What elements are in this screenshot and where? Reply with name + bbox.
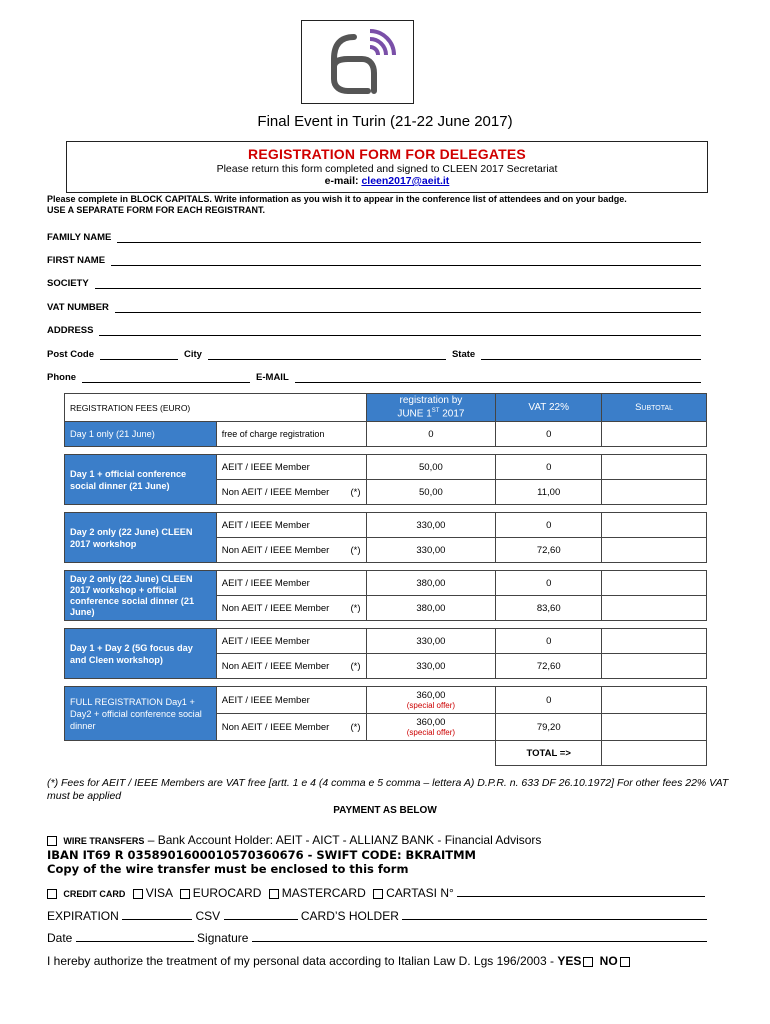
fee-value: 330,00 — [366, 513, 496, 538]
fee-value: 330,00 — [366, 538, 496, 563]
phone-row — [47, 369, 701, 383]
special-offer-label: (special offer) — [406, 701, 456, 710]
logo-6g-icon — [302, 21, 413, 103]
vat-value: 83,60 — [496, 596, 602, 621]
col-subtotal-header: Subtotal — [602, 394, 707, 422]
asterisk-note: (*) — [350, 544, 361, 556]
no-label: NO — [599, 954, 618, 968]
total-label: TOTAL => — [496, 741, 602, 766]
card-number-field[interactable] — [457, 886, 705, 897]
vat-value: 79,20 — [496, 714, 602, 741]
fee-value-offer — [366, 714, 496, 741]
subtotal-cell[interactable] — [602, 513, 707, 538]
non-member-label — [216, 714, 366, 741]
card-holder-field[interactable] — [402, 909, 707, 920]
vat-value: 0 — [496, 687, 602, 714]
subtotal-cell[interactable] — [602, 455, 707, 480]
csv-field[interactable] — [224, 909, 298, 920]
iban-line: IBAN IT69 R 0358901600010570360676 - SWIFT CODE: BKRAITMM — [47, 848, 476, 862]
total-cell[interactable] — [602, 741, 707, 766]
package-day2-label: Day 2 only (22 June) CLEEN 2017 workshop — [65, 513, 217, 563]
address-label: ADDRESS — [47, 325, 94, 336]
event-title: Final Event in Turin (21-22 June 2017) — [257, 113, 513, 130]
fee-row-day1 — [65, 422, 707, 447]
member-label: AEIT / IEEE Member — [216, 455, 366, 480]
subtotal-cell[interactable] — [602, 480, 707, 505]
non-member-label — [216, 538, 366, 563]
credit-card-line — [47, 886, 727, 900]
state-field[interactable] — [481, 349, 701, 360]
family-name-row — [47, 229, 701, 243]
society-row — [47, 275, 701, 289]
yes-checkbox[interactable] — [583, 957, 593, 967]
fee-value: 0 — [366, 422, 496, 447]
subtotal-cell[interactable] — [602, 538, 707, 563]
fee-value-offer — [366, 687, 496, 714]
wire-transfer-text: – Bank Account Holder: AEIT - AICT - ALLIANZ BANK - Financial Advisors — [147, 833, 542, 847]
card-holder-label: CARD’S HOLDER — [300, 909, 399, 923]
no-checkbox[interactable] — [620, 957, 630, 967]
form-header-box — [66, 141, 708, 193]
fee-row-pkg4-member — [65, 571, 707, 596]
mastercard-label: MASTERCARD — [281, 886, 366, 900]
col-registration-header — [366, 394, 496, 422]
non-member-text: Non AEIT / IEEE Member — [221, 602, 330, 614]
email-link[interactable]: cleen2017@aeit.it — [361, 175, 450, 187]
fee-row-pkg6-member — [65, 687, 707, 714]
non-member-text: Non AEIT / IEEE Member — [221, 660, 330, 672]
non-member-label — [216, 480, 366, 505]
post-code-field[interactable] — [100, 349, 178, 360]
instructions-line1: Please complete in BLOCK CAPITALS. Write information as you wish it to appear in the conference list of attendees and on your badge. — [47, 194, 627, 204]
col-reg-line3: 2017 — [439, 408, 465, 420]
free-registration-label: free of charge registration — [216, 422, 366, 447]
payment-heading: PAYMENT AS BELOW — [333, 805, 437, 816]
member-label: AEIT / IEEE Member — [216, 571, 366, 596]
family-name-label: FAMILY NAME — [47, 232, 112, 243]
email-label: e-mail: — [324, 175, 359, 187]
vat-number-row — [47, 299, 701, 313]
eurocard-label: EUROCARD — [192, 886, 262, 900]
vat-number-label: VAT NUMBER — [47, 302, 109, 313]
package-day1-label: Day 1 only (21 June) — [65, 422, 217, 447]
subtotal-cell[interactable] — [602, 714, 707, 741]
vat-footnote: (*) Fees for AEIT / IEEE Members are VAT free [artt. 1 e 4 (4 comma e 5 comma – lettera A) D.P.R. n. 633 DF 26.10.1972] For other fees 22% VAT must be applied — [47, 777, 729, 802]
credit-card-label: CREDIT CARD — [63, 889, 126, 899]
first-name-field[interactable] — [111, 255, 701, 266]
postcode-row — [47, 346, 701, 360]
mastercard-checkbox[interactable] — [269, 889, 279, 899]
member-label: AEIT / IEEE Member — [216, 687, 366, 714]
col-reg-line2: JUNE 1 — [397, 408, 432, 420]
wire-transfer-checkbox[interactable] — [47, 836, 57, 846]
post-code-label: Post Code — [47, 349, 94, 360]
col-fees-header: REGISTRATION FEES (EURO) — [65, 394, 367, 422]
expiration-label: EXPIRATION — [47, 909, 119, 923]
package-day1-dinner-label: Day 1 + official conference social dinner (21 June) — [65, 455, 217, 505]
society-label: SOCIETY — [47, 278, 89, 289]
fee-value: 360,00 — [416, 717, 446, 728]
form-subtitle: Please return this form completed and signed to CLEEN 2017 Secretariat — [216, 163, 558, 175]
package-day2-dinner-label: Day 2 only (22 June) CLEEN 2017 workshop + official conference social dinner (21 June) — [65, 571, 217, 621]
fee-value: 330,00 — [366, 654, 496, 679]
vat-value: 0 — [496, 571, 602, 596]
first-name-label: FIRST NAME — [47, 255, 106, 266]
state-label: State — [451, 349, 476, 360]
form-title: REGISTRATION FORM FOR DELEGATES — [248, 146, 526, 162]
phone-label: Phone — [47, 372, 77, 383]
expiration-field[interactable] — [122, 909, 192, 920]
signature-label: Signature — [197, 931, 249, 945]
yes-label: YES — [557, 954, 582, 968]
asterisk-note: (*) — [350, 721, 361, 733]
col-vat-header: VAT 22% — [496, 394, 602, 422]
credit-card-checkbox[interactable] — [47, 889, 57, 899]
vat-number-field[interactable] — [115, 302, 701, 313]
signature-field[interactable] — [252, 931, 707, 942]
cartasi-checkbox[interactable] — [373, 889, 383, 899]
subtotal-cell[interactable] — [602, 596, 707, 621]
fee-row-pkg5-member — [65, 629, 707, 654]
instructions-line2: USE A SEPARATE FORM FOR EACH REGISTRANT. — [47, 205, 266, 215]
asterisk-note: (*) — [350, 660, 361, 672]
visa-checkbox[interactable] — [133, 889, 143, 899]
fee-value: 380,00 — [366, 596, 496, 621]
special-offer-label: (special offer) — [406, 728, 456, 737]
eurocard-checkbox[interactable] — [180, 889, 190, 899]
subtotal-cell[interactable] — [602, 654, 707, 679]
copy-notice: Copy of the wire transfer must be enclosed to this form — [47, 862, 409, 876]
family-name-field[interactable] — [117, 232, 701, 243]
city-field[interactable] — [208, 349, 446, 360]
fee-value: 330,00 — [366, 629, 496, 654]
authorization-text: I hereby authorize the treatment of my personal data according to Italian Law D. Lgs 196/2003 - — [47, 954, 554, 968]
instructions — [47, 194, 747, 216]
vat-value: 0 — [496, 455, 602, 480]
non-member-label — [216, 596, 366, 621]
email-line — [67, 175, 707, 187]
package-full-label: FULL REGISTRATION Day1 + Day2 + official conference social dinner — [65, 687, 217, 741]
city-label: City — [183, 349, 202, 360]
fee-value: 50,00 — [366, 480, 496, 505]
vat-value: 11,00 — [496, 480, 602, 505]
non-member-text: Non AEIT / IEEE Member — [221, 486, 330, 498]
subtotal-cell[interactable] — [602, 571, 707, 596]
expiration-line — [47, 909, 727, 923]
col-reg-sup: ST — [431, 408, 440, 415]
member-label: AEIT / IEEE Member — [216, 513, 366, 538]
logo — [301, 20, 414, 104]
signature-line — [47, 931, 727, 945]
fee-value: 360,00 — [416, 690, 446, 701]
wire-transfer-label: WIRE TRANSFERS — [63, 836, 145, 846]
asterisk-note: (*) — [350, 602, 361, 614]
package-day1-day2-label: Day 1 + Day 2 (5G focus day and Cleen workshop) — [65, 629, 217, 679]
vat-value: 0 — [496, 513, 602, 538]
vat-value: 72,60 — [496, 654, 602, 679]
first-name-row — [47, 252, 701, 266]
address-row — [47, 322, 701, 336]
col-reg-line1: registration by — [399, 395, 463, 407]
cartasi-label: CARTASI N° — [386, 886, 454, 900]
address-field[interactable] — [99, 325, 701, 336]
vat-value: 0 — [496, 422, 602, 447]
date-label: Date — [47, 931, 73, 945]
email-field-label: E-MAIL — [256, 372, 289, 383]
subtotal-cell[interactable] — [602, 422, 707, 447]
email-field[interactable] — [295, 372, 701, 383]
total-row — [65, 741, 707, 766]
non-member-text: Non AEIT / IEEE Member — [221, 544, 330, 556]
wire-transfer-line — [47, 833, 541, 847]
vat-value: 72,60 — [496, 538, 602, 563]
non-member-text: Non AEIT / IEEE Member — [221, 721, 330, 733]
date-field[interactable] — [76, 931, 194, 942]
fee-row-pkg2-member — [65, 455, 707, 480]
fees-table — [64, 393, 707, 766]
fee-row-pkg3-member — [65, 513, 707, 538]
vat-value: 0 — [496, 629, 602, 654]
fee-value: 50,00 — [366, 455, 496, 480]
subtotal-cell[interactable] — [602, 629, 707, 654]
phone-field[interactable] — [82, 372, 250, 383]
member-label: AEIT / IEEE Member — [216, 629, 366, 654]
subtotal-cell[interactable] — [602, 687, 707, 714]
visa-label: VISA — [145, 886, 173, 900]
authorization-line — [47, 954, 747, 968]
fee-value: 380,00 — [366, 571, 496, 596]
asterisk-note: (*) — [350, 486, 361, 498]
csv-label: CSV — [195, 909, 221, 923]
non-member-label — [216, 654, 366, 679]
society-field[interactable] — [95, 278, 701, 289]
fees-header-row — [65, 394, 707, 422]
